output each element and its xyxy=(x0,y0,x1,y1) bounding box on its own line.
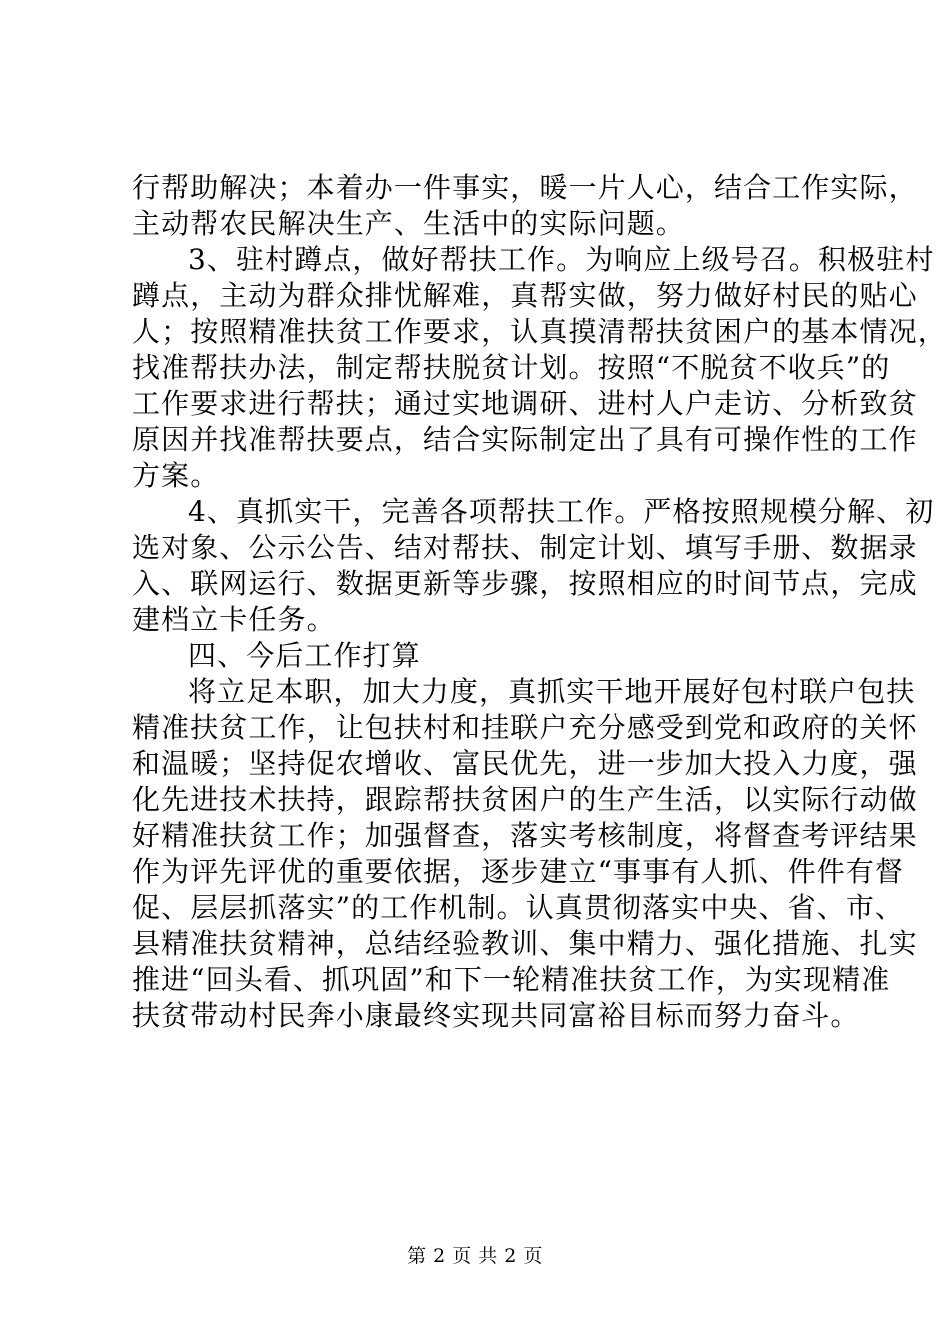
text-line: 人；按照精准扶贫工作要求，认真摸清帮扶贫困户的基本情况， xyxy=(132,315,947,348)
text-line: 推进“回头看、抓巩固”和下一轮精准扶贫工作，为实现精准 xyxy=(132,963,891,996)
section-heading: 四、今后工作打算 xyxy=(188,639,421,672)
text-line: 选对象、公示公告、结对帮扶、制定计划、填写手册、数据录 xyxy=(132,531,918,564)
text-line: 县精准扶贫精神，总结经验教训、集中精力、强化措施、扎实 xyxy=(132,927,918,960)
text-line: 扶贫带动村民奔小康最终实现共同富裕目标而努力奋斗。 xyxy=(132,999,860,1032)
text-line: 方案。 xyxy=(132,459,220,492)
text-line: 入、联网运行、数据更新等步骤，按照相应的时间节点，完成 xyxy=(132,567,918,600)
text-line: 作为评先评优的重要依据，逐步建立“事事有人抓、件件有督 xyxy=(132,855,905,888)
text-line: 工作要求进行帮扶；通过实地调研、进村人户走访、分析致贫 xyxy=(132,387,918,420)
text-line: 化先进技术扶持，跟踪帮扶贫困户的生产生活，以实际行动做 xyxy=(132,783,918,816)
text-line: 好精准扶贫工作；加强督查，落实考核制度，将督查考评结果 xyxy=(132,819,918,852)
paragraph-start-line: 3、驻村蹲点，做好帮扶工作。为响应上级号召。积极驻村 xyxy=(188,243,935,276)
text-line: 主动帮农民解决生产、生活中的实际问题。 xyxy=(132,207,685,240)
text-line: 蹲点，主动为群众排忧解难，真帮实做，努力做好村民的贴心 xyxy=(132,279,918,312)
document-body xyxy=(132,170,947,1034)
text-line: 原因并找准帮扶要点，结合实际制定出了具有可操作性的工作 xyxy=(132,423,918,456)
text-line: 找准帮扶办法，制定帮扶脱贫计划。按照“不脱贫不收兵”的 xyxy=(132,351,891,384)
paragraph-start-line: 将立足本职，加大力度，真抓实干地开展好包村联户包扶 xyxy=(188,675,916,708)
text-line: 和温暖；坚持促农增收、富民优先，进一步加大投入力度，强 xyxy=(132,747,918,780)
text-line: 精准扶贫工作，让包扶村和挂联户充分感受到党和政府的关怀 xyxy=(132,711,918,744)
paragraph-start-line: 4、真抓实干，完善各项帮扶工作。严格按照规模分解、初 xyxy=(188,495,935,528)
page-number-footer: 第 2 页 共 2 页 xyxy=(407,1245,543,1267)
text-line: 行帮助解决；本着办一件事实，暖一片人心，结合工作实际， xyxy=(132,171,918,204)
text-line: 促、层层抓落实”的工作机制。认真贯彻落实中央、省、市、 xyxy=(132,891,905,924)
text-line: 建档立卡任务。 xyxy=(132,603,336,636)
